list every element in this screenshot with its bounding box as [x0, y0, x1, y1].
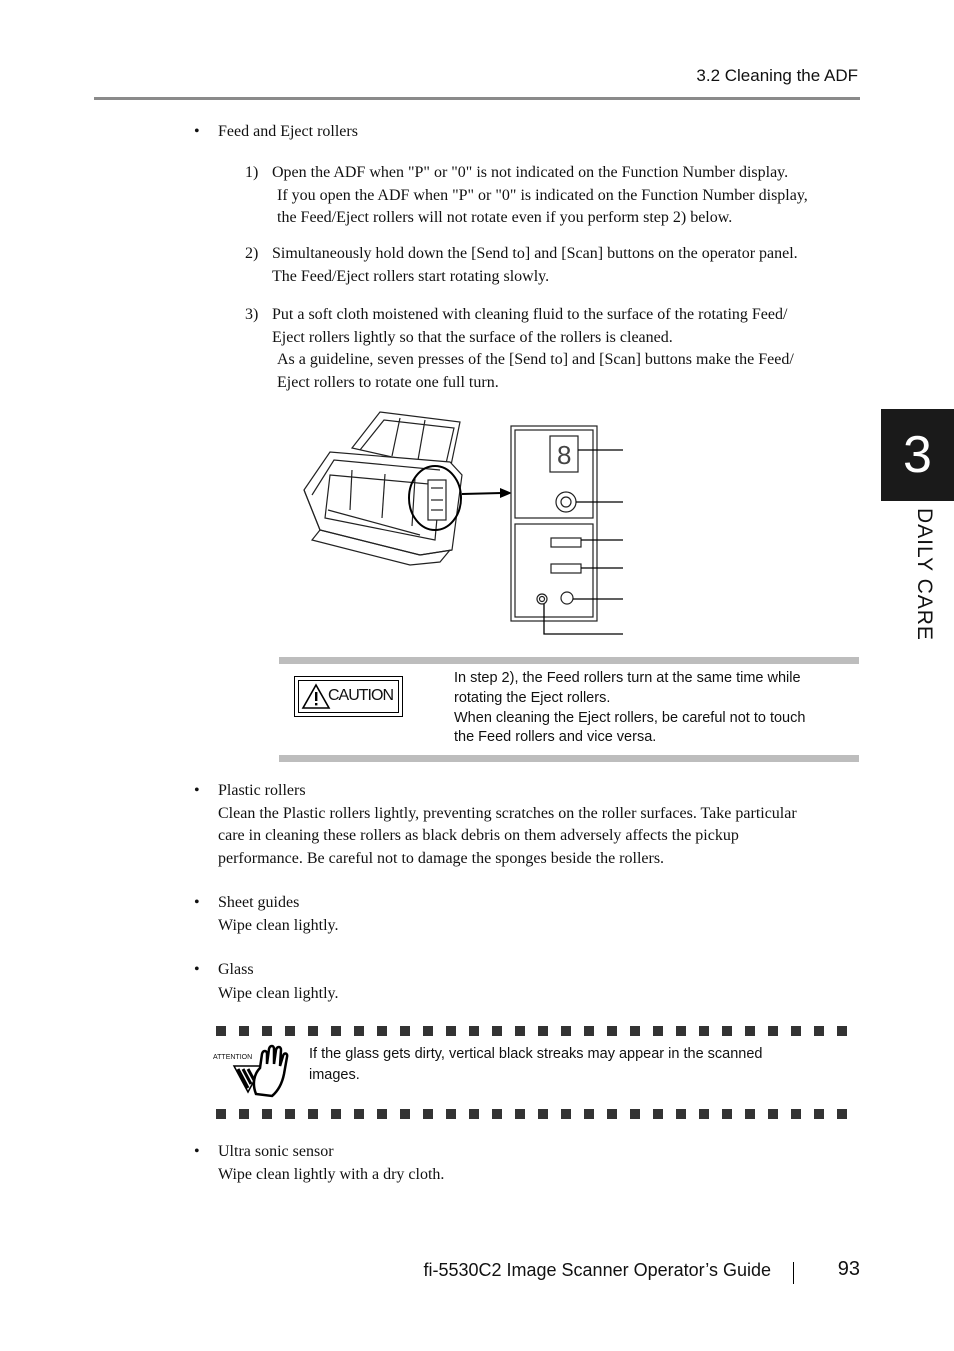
caution-top-bar [279, 657, 859, 664]
attention-hand-icon [212, 1044, 292, 1098]
bullet-glass [194, 958, 594, 1006]
step-note-line: As a guideline, seven presses of the [Send to] and [Scan] buttons make the Feed/ [277, 351, 794, 368]
bullet-dot: • [194, 894, 200, 911]
step-note-line: Eject rollers to rotate one full turn. [277, 373, 499, 391]
attention-line: images. [309, 1067, 360, 1083]
bullet-dot: • [194, 123, 200, 140]
bullet-feed-eject [194, 120, 854, 144]
caution-badge [294, 676, 403, 717]
attention-bottom-dashes [216, 1109, 848, 1119]
step-number: 3) [245, 306, 259, 323]
bullet-title: Glass [218, 961, 254, 978]
step-text-line: Simultaneously hold down the [Send to] and [Scan] buttons on the operator panel. [272, 245, 798, 262]
chapter-number-tab: 3 [881, 409, 954, 501]
bullet-text-line: performance. Be careful not to damage the sponges beside the rollers. [218, 849, 665, 867]
step-number: 1) [245, 164, 259, 181]
footer-guide-title: fi-5530C2 Image Scanner Operator’s Guide [423, 1260, 771, 1280]
bullet-text: Wipe clean lightly. [218, 985, 339, 1002]
section-header: 3.2 Cleaning the ADF [696, 66, 858, 85]
header-rule [94, 97, 860, 100]
step-note-line: If you open the ADF when "P" or "0" is indicated on the Function Number display, [277, 186, 808, 204]
bullet-title: Ultra sonic sensor [218, 1143, 334, 1160]
caution-bottom-bar [279, 755, 859, 762]
bullet-title: Feed and Eject rollers [218, 123, 358, 140]
step-3 [245, 304, 865, 398]
step-text: Open the ADF when "P" or "0" is not indicated on the Function Number display. [272, 164, 789, 181]
step-text-line: Eject rollers lightly so that the surface of the rollers is cleaned. [272, 328, 673, 346]
bullet-plastic-rollers [194, 779, 859, 871]
bullet-text: Wipe clean lightly. [218, 917, 339, 934]
bullet-dot: • [194, 961, 200, 978]
bullet-dot: • [194, 782, 200, 799]
step-2 [245, 243, 865, 291]
bullet-title: Sheet guides [218, 894, 300, 911]
bullet-text: Wipe clean lightly with a dry cloth. [218, 1166, 445, 1183]
footer-separator [793, 1262, 794, 1284]
attention-top-dashes [216, 1026, 848, 1036]
bullet-ultrasonic-sensor [194, 1140, 594, 1188]
scanner-operator-panel-illustration [290, 400, 635, 645]
warning-triangle-icon [301, 683, 331, 710]
step-note-line: the Feed/Eject rollers will not rotate even if you perform step 2) below. [277, 209, 733, 226]
svg-text:8: 8 [557, 440, 572, 470]
attention-icon-group [212, 1044, 292, 1098]
page-number: 93 [837, 1258, 860, 1280]
caution-label: CAUTION [328, 687, 393, 704]
caution-text [454, 669, 854, 748]
caution-line: rotating the Eject rollers. [454, 689, 611, 706]
step-1 [245, 162, 865, 232]
caution-box [279, 657, 859, 763]
step-number: 2) [245, 245, 259, 262]
caution-line: In step 2), the Feed rollers turn at the same time while [454, 670, 801, 686]
bullet-title: Plastic rollers [218, 782, 306, 799]
bullet-sheet-guides [194, 891, 594, 939]
step-text-line: The Feed/Eject rollers start rotating slowly. [272, 267, 550, 285]
bullet-dot: • [194, 1143, 200, 1160]
attention-line: If the glass gets dirty, vertical black streaks may appear in the scanned [309, 1046, 763, 1062]
chapter-label: DAILY CARE [913, 508, 936, 641]
bullet-text-line: care in cleaning these rollers as black debris on them adversely affects the pickup [218, 827, 739, 844]
caution-line: the Feed rollers and vice versa. [454, 729, 657, 746]
step-text-line: Put a soft cloth moistened with cleaning fluid to the surface of the rotating Feed/ [272, 306, 788, 323]
attention-label: ATTENTION [213, 1054, 253, 1061]
caution-line: When cleaning the Eject rollers, be careful not to touch [454, 709, 806, 726]
attention-text [309, 1044, 839, 1086]
bullet-text-line: Clean the Plastic rollers lightly, preventing scratches on the roller surfaces. Take particular [218, 804, 797, 822]
